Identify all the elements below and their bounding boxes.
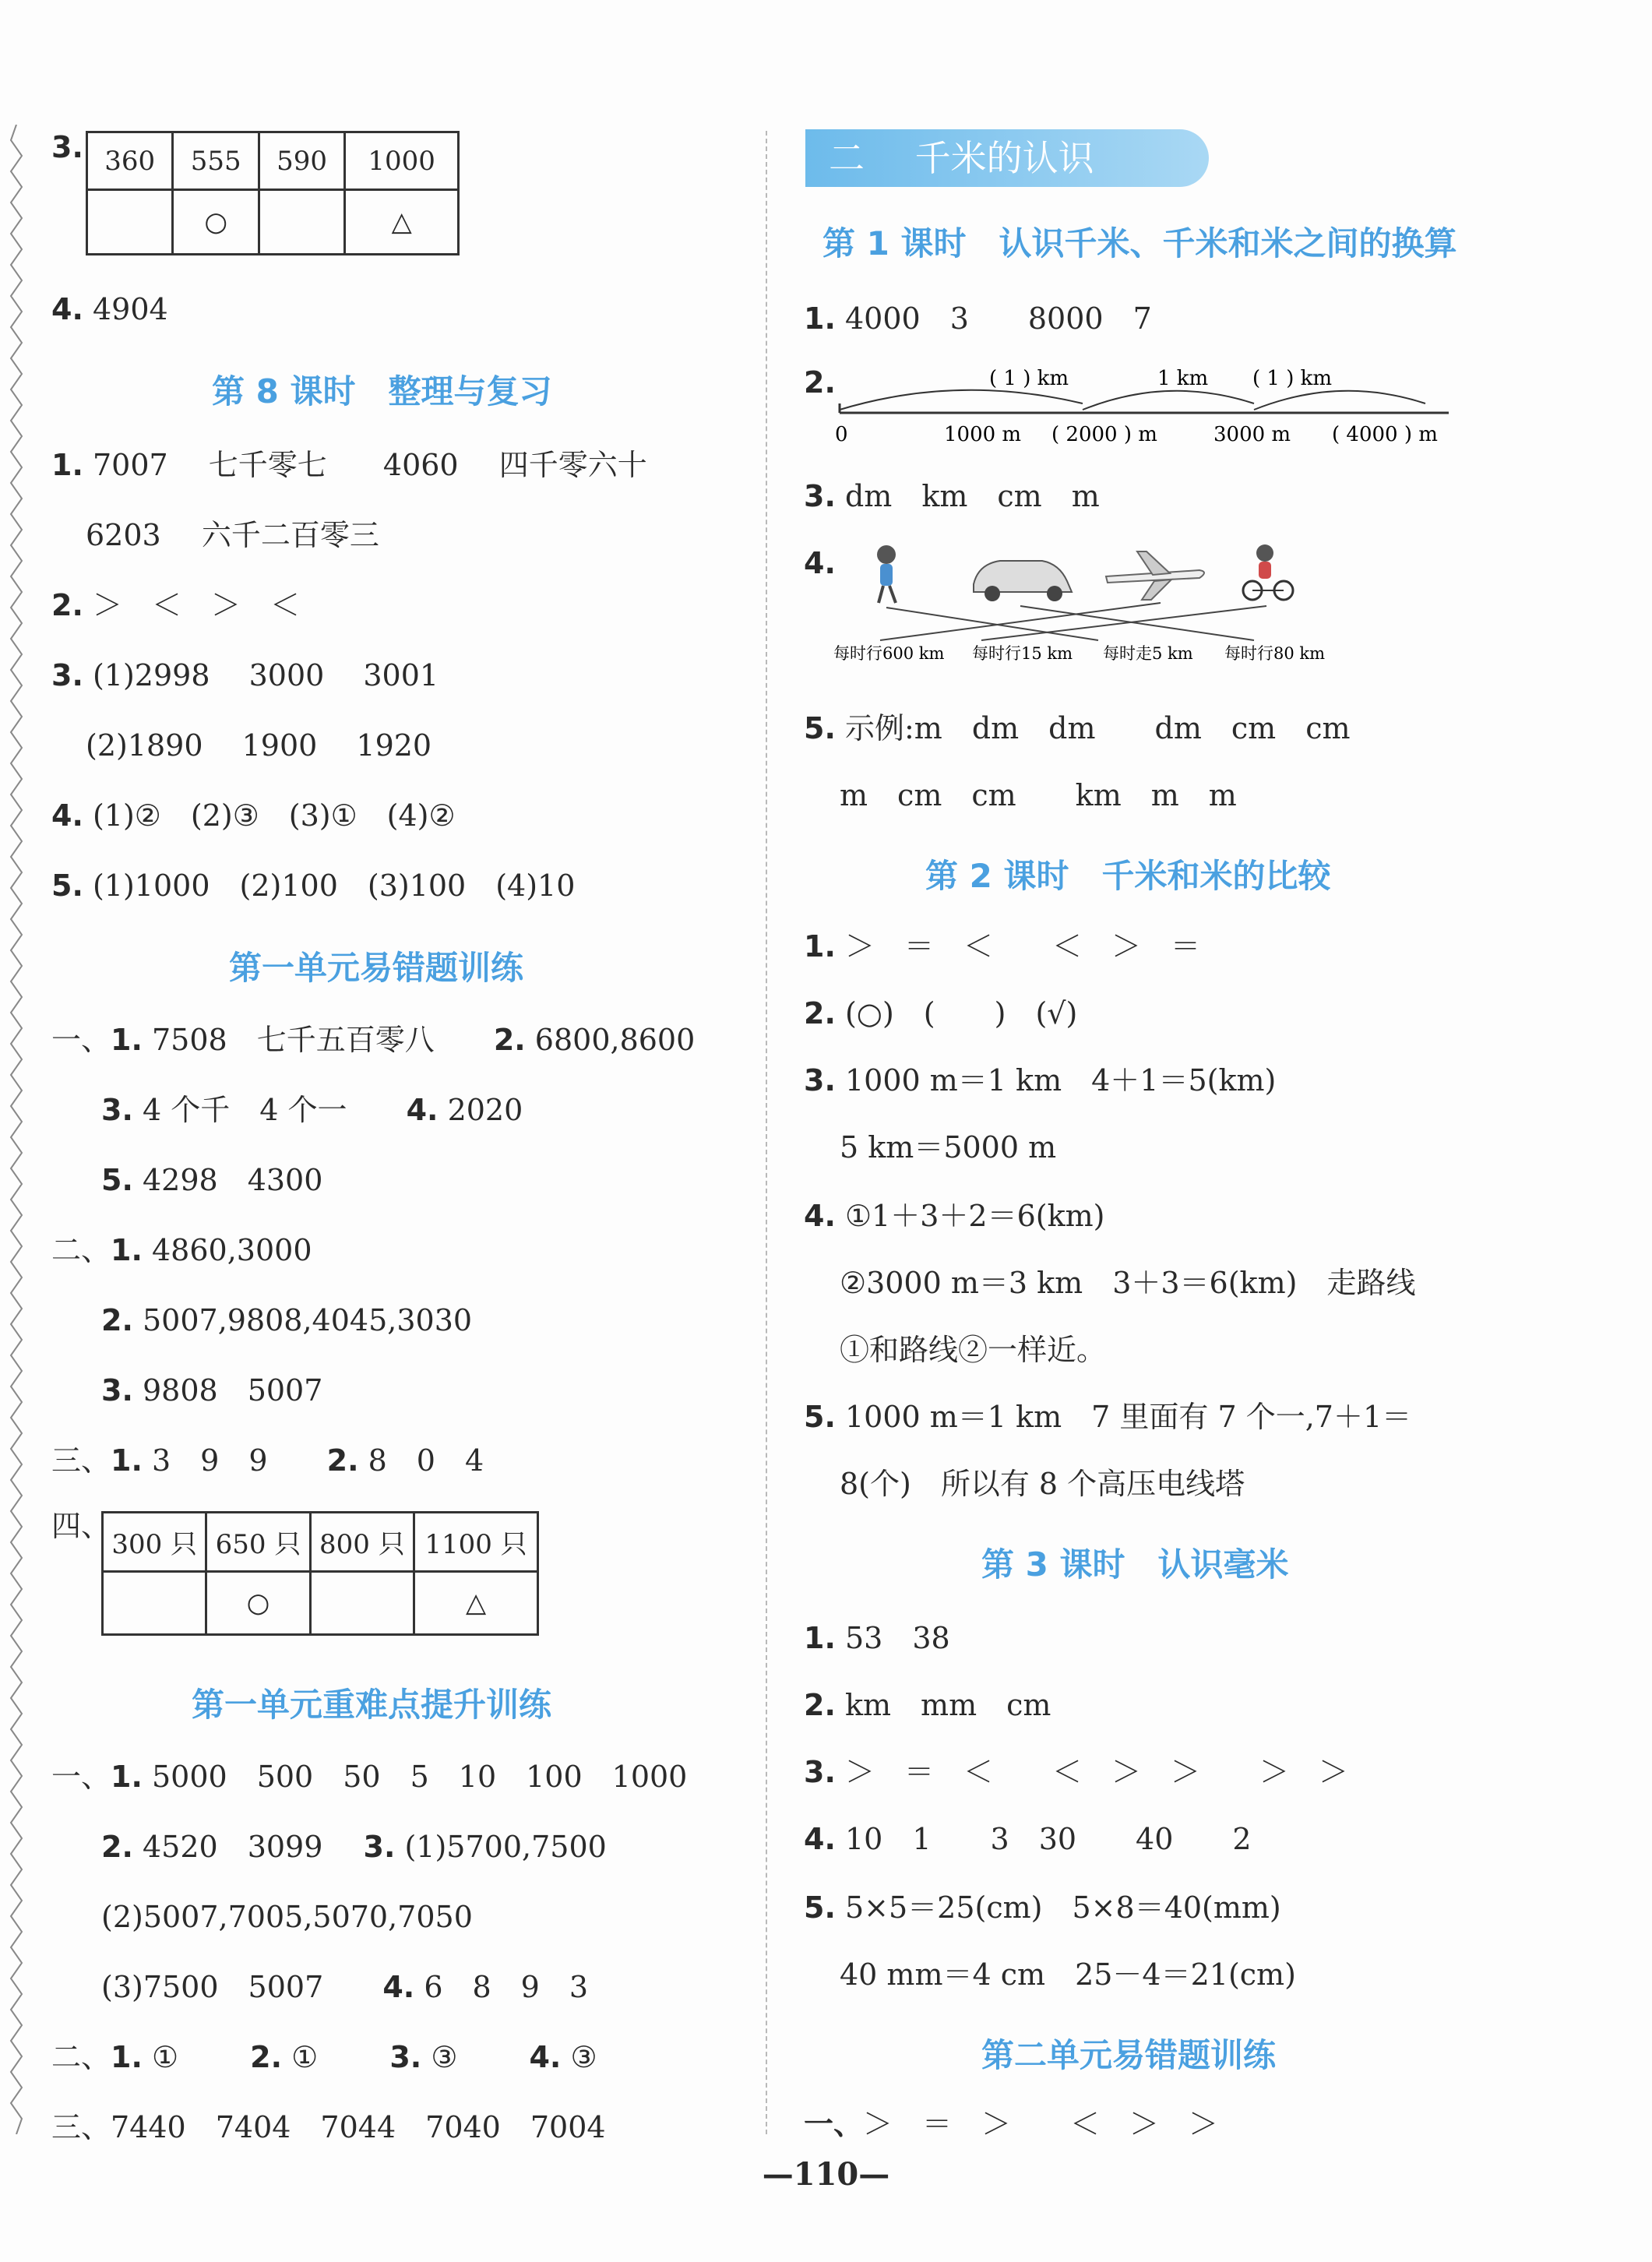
q-label: 1. [804,1621,836,1655]
answer-text: ＞ ＝ ＜ ＜ ＞ ＞ ＞ ＞ [844,1755,1348,1789]
table-mark-cell: △ [345,190,459,255]
roman-label: 二、 [51,2040,111,2074]
matching-diagram [833,537,1363,662]
l1-q2 [804,365,836,400]
answer-text: 4298 4300 [142,1163,323,1197]
answer-text: 4520 3099 [142,1830,323,1864]
err1-line1 [51,1022,695,1058]
chapter-banner [805,129,1209,187]
q-label: 3. [389,2040,422,2074]
answer-text: 7440 7404 7044 7040 7004 [111,2110,606,2144]
answer-text: 10 1 3 30 40 2 [844,1822,1252,1856]
s8-line3 [51,657,439,693]
answer-text: 七千零七 [208,448,327,482]
answer-text: 6800,8600 [534,1023,696,1057]
l2-q2 [804,995,1077,1031]
hard1-line6 [51,2109,606,2145]
err1-line4 [51,1232,312,1268]
l2-q5a [804,1399,1411,1435]
s8-line5 [51,868,575,904]
q-label: 4. [529,2040,562,2074]
q-label: 3. [804,479,836,513]
answer-text: ②3000 m＝3 km 3＋3＝6(km) 走路线 [840,1266,1416,1300]
tick-label: ( 4000 ) m [1332,423,1438,446]
tick-label: ( 2000 ) m [1051,423,1157,446]
table-header-cell: 1000 [345,132,459,190]
answer-text: 四千零六十 [498,448,647,482]
arc-label: ( 1 ) km [989,367,1069,390]
answer-text: (3)7500 5007 [101,1970,324,2004]
l3-q2 [804,1687,1051,1723]
l2-q4c [840,1332,1106,1368]
arc-arrow [1083,391,1254,410]
match-line [880,603,1161,640]
answer-text: 8(个) 所以有 8 个高压电线塔 [840,1467,1245,1501]
child-walking-icon [877,545,896,603]
hard1-line1 [51,1759,687,1795]
q-label: 2. [250,2040,283,2074]
tick-label: 0 [835,423,848,446]
l1-q5a [804,710,1351,746]
answer-text: 4 个千 4 个一 [142,1093,347,1127]
answer-text: 53 38 [844,1621,950,1655]
q-label: 1. [111,1233,143,1267]
q-label: 1. [111,2040,143,2074]
section-title-lesson8: 第 8 课时 整理与复习 [212,372,552,410]
table-header-cell: 555 [173,132,259,190]
table-mark-cell [259,190,344,255]
section-title-lesson2: 第 2 课时 千米和米的比较 [925,857,1331,895]
q-label: 2. [804,996,836,1031]
err1-line2 [101,1092,523,1128]
left-q3 [51,129,83,165]
table-header-cell: 360 [87,132,173,190]
left-q4 [51,291,168,327]
l3-q1 [804,1620,950,1656]
table-mark-cell [87,190,173,255]
q-label: 1. [804,929,836,964]
airplane-icon [1106,551,1204,600]
answer-text: 5 km＝5000 m [840,1130,1057,1164]
l2-q4a [804,1198,1104,1234]
tick-label: 3000 m [1213,423,1291,446]
q-label: 4. [804,1822,836,1856]
answer-text: 5000 500 50 5 10 100 1000 [152,1760,688,1794]
q-label: 2. [101,1303,133,1337]
s8-line3b [86,728,431,763]
answer-text: (1)2998 3000 3001 [92,658,439,692]
answer-text: (2)1890 1900 1920 [86,728,432,763]
answer-text: 4000 3 8000 7 [844,301,1152,336]
table-mark-cell: ○ [173,190,259,255]
s8-line1b [86,517,379,553]
q-label: 3. [804,1755,836,1789]
l1-q1 [804,301,1152,336]
q-label: 1. [111,1760,143,1794]
answer-text: ＞ ＝ ＞ ＜ ＞ ＞ [863,2107,1219,2141]
answer-text: (1)1000 (2)100 (3)100 (4)10 [92,869,576,903]
err1-line6 [101,1372,322,1408]
answer-text: 8 0 4 [368,1443,484,1478]
answer-text: 3 9 9 [152,1443,268,1478]
table-header-cell: 300 只 [103,1513,206,1572]
caption: 每时走5 km [1103,644,1193,662]
arc-label: 1 km [1157,367,1209,390]
answer-text: m cm cm km m m [840,778,1237,812]
l2-q5b [840,1466,1245,1502]
hard1-line2 [101,1829,607,1865]
roman-label: 三、 [51,2110,111,2144]
q-label: 4. [382,1970,415,2004]
answer-text: ③ [431,2040,458,2074]
answer-text: ③ [570,2040,597,2074]
q-label: 1. [111,1443,143,1478]
chapter-title: 千米的认识 [914,137,1094,179]
answer-table-2 [101,1511,539,1636]
arc-label: ( 1 ) km [1252,367,1333,390]
answer-text: (1)② (2)③ (3)① (4)② [92,798,456,833]
l1-q5b [840,777,1237,813]
answer-text: 六千二百零三 [201,518,379,552]
l1-q3 [804,478,1100,514]
answer-text: 7508 七千五百零八 [152,1023,435,1057]
s8-line1 [51,447,647,483]
zigzag-border [6,125,26,2134]
q-label: 3. [51,658,83,692]
q-label: 1. [51,448,83,482]
s8-line4 [51,798,456,833]
q-label: 3. [101,1093,133,1127]
answer-text: 2020 [447,1093,523,1127]
answer-text: 示例:m dm dm dm cm cm [844,711,1351,745]
chapter-number: 二 [829,137,865,179]
section-title-lesson1: 第 1 课时 认识千米、千米和米之间的换算 [822,224,1457,262]
q-label: 4. [804,546,836,580]
q-label: 5. [804,711,836,745]
q-label: 4. [51,798,83,833]
q-label: 2. [493,1023,526,1057]
q-label: 2. [326,1443,359,1478]
answer-text: dm km cm m [844,479,1100,513]
l3-q5a [804,1890,1281,1926]
answer-text: ① [152,2040,179,2074]
section-title-unit2-errors: 第二单元易错题训练 [981,2036,1277,2074]
answer-text: (○) ( ) (√) [844,996,1078,1031]
table-header-cell: 800 只 [310,1513,414,1572]
child-biking-icon [1243,544,1293,600]
page-number: —110— [762,2156,890,2193]
q-label: 5. [804,1890,836,1925]
table-mark-cell [310,1572,414,1635]
arc-arrow [1254,391,1425,410]
table-mark-cell: △ [414,1572,538,1635]
q-label: 4. [51,292,83,326]
roman-label: 一、 [804,2107,864,2141]
q-label: 3. [804,1063,836,1098]
q-label: 1. [111,1023,143,1057]
roman-label: 四、 [51,1509,111,1543]
hard1-line5 [51,2039,597,2075]
err1-line7 [51,1443,484,1478]
answer-text: 4860,3000 [152,1233,312,1267]
answer-text: 1000 m＝1 km 4＋1＝5(km) [844,1063,1277,1098]
q-label: 3. [101,1373,133,1408]
q-label: 5. [101,1163,133,1197]
section-title-unit1-hard: 第一单元重难点提升训练 [192,1686,552,1724]
err1-line3 [101,1162,322,1198]
q-label: 3. [51,130,83,164]
l2-q4b [840,1265,1415,1301]
answer-text: 1000 m＝1 km 7 里面有 7 个一,7＋1＝ [844,1400,1412,1434]
answer-text: ①1＋3＋2＝6(km) [844,1199,1105,1233]
answer-text: ① [291,2040,319,2074]
answer-text: (1)5700,7500 [404,1830,607,1864]
caption: 每时行80 km [1224,644,1326,662]
q-label: 2. [51,588,83,622]
roman-label: 一、 [51,1760,111,1794]
table-mark-cell: ○ [206,1572,310,1635]
q-label: 3. [363,1830,396,1864]
answer-text: (2)5007,7005,5070,7050 [101,1900,473,1934]
l2-q3a [804,1062,1276,1098]
q-label: 5. [804,1400,836,1434]
q-label: 2. [804,365,836,400]
answer-table-1 [86,131,460,255]
l2-q3b [840,1129,1056,1165]
hard1-line4 [101,1969,588,2005]
answer-text: 4904 [92,292,168,326]
arc-arrow [840,390,1083,410]
roman-label: 一、 [51,1023,111,1057]
tick-label: 1000 m [944,423,1022,446]
table-mark-cell [103,1572,206,1635]
s8-line2 [51,587,300,623]
q-label: 4. [804,1199,836,1233]
table-header-cell: 590 [259,132,344,190]
err2-line1 [804,2106,1218,2142]
hard1-line3 [101,1899,473,1935]
number-line-diagram [833,358,1457,452]
answer-text: ＞ ＝ ＜ ＜ ＞ ＝ [844,929,1200,964]
q-label: 2. [101,1830,133,1864]
answer-text: 6203 [86,518,161,552]
table-header-cell: 650 只 [206,1513,310,1572]
q-label: 2. [804,1688,836,1722]
answer-text: 6 8 9 3 [424,1970,589,2004]
l2-q1 [804,928,1200,964]
q-label: 1. [804,301,836,336]
table-header-cell: 1100 只 [414,1513,538,1572]
roman-label: 三、 [51,1443,111,1478]
q-label: 4. [406,1093,439,1127]
err1-line5 [101,1302,472,1338]
answer-text: 7007 [92,448,168,482]
l1-q4 [804,545,836,581]
answer-text: 4060 [382,448,459,482]
l3-q4 [804,1821,1252,1857]
caption: 每时行600 km [833,644,945,662]
roman-label: 二、 [51,1233,111,1267]
caption: 每时行15 km [972,644,1073,662]
car-icon [974,561,1072,601]
answer-text: 40 mm＝4 cm 25－4＝21(cm) [840,1957,1296,1992]
l3-q3 [804,1754,1348,1790]
answer-text: 5007,9808,4045,3030 [142,1303,473,1337]
answer-text: km mm cm [844,1688,1051,1722]
column-divider [766,131,767,2134]
answer-text: ＞ ＜ ＞ ＜ [92,588,300,622]
answer-text: 5×5＝25(cm) 5×8＝40(mm) [844,1890,1281,1925]
answer-text: 9808 5007 [142,1373,323,1408]
l3-q5b [840,1957,1296,1992]
answer-text: ①和路线②一样近。 [840,1333,1107,1367]
q-label: 5. [51,869,83,903]
section-title-unit1-errors: 第一单元易错题训练 [229,949,524,987]
section-title-lesson3: 第 3 课时 认识毫米 [981,1545,1289,1584]
